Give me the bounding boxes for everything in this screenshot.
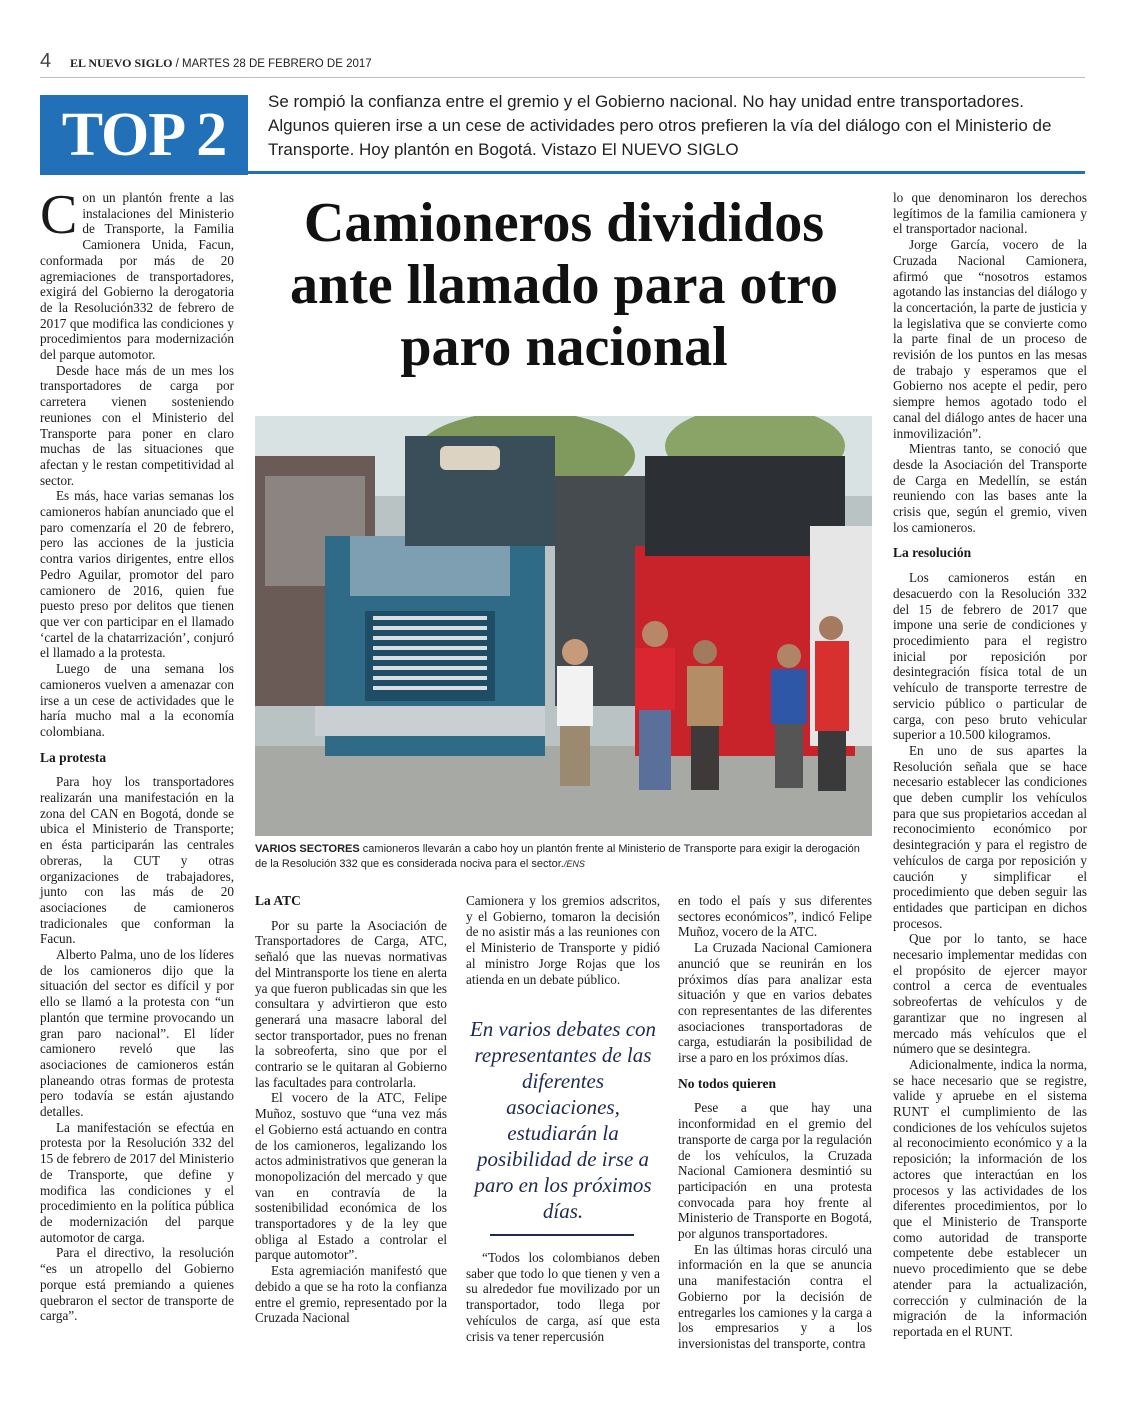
paragraph: Luego de una semana los camioneros vuelven a amenazar con irse a un cese de actividades que le haría mucho mal a la economía colombiana. xyxy=(40,661,234,739)
paragraph: Pese a que hay una inconformidad en el gremio del transporte de carga por la regulación de los vehículos, la Cruzada Nacional Camionera desmintió su participación en una protesta convocada para hoy frente al Ministerio de Transporte en Bogotá, por algunos transportadores. xyxy=(678,1100,872,1242)
page-header xyxy=(40,50,1085,78)
trucks-photo xyxy=(255,416,872,836)
paragraph: “Todos los colombianos deben saber que todo lo que tienen y ven a su alrededor fue movilizado por un transportador, todo llega por vehículos de carga, así que esta crisis va tener repercusión xyxy=(466,1250,660,1344)
paragraph: La Cruzada Nacional Camionera anunció que se reunirán en los próximos días para analizar esta situación y que en varios debates con representantes de las diferentes asociaciones transportadoras de carga, estudiarán la posibilidad de irse a paro en los próximos días. xyxy=(678,940,872,1066)
top-badge: TOP 2 xyxy=(40,95,248,175)
article-column-2 xyxy=(255,893,447,1326)
folio-line xyxy=(70,56,372,71)
paragraph: Mientras tanto, se conoció que desde la Asociación del Transporte de Carga en Medellín, se están reuniendo con las bases ante la crisis que, según el gremio, viven los camioneros. xyxy=(893,441,1087,535)
paragraph: Desde hace más de un mes los transportadores de carga por carretera vienen sosteniendo reuniones con el Ministerio del Transporte para poner en claro muchas de las situaciones que afectan y le restan competitividad al sector. xyxy=(40,362,234,488)
paragraph: Adicionalmente, indica la norma, se hace necesario que se registre, valide y apruebe en el sistema RUNT el cumplimiento de las condiciones de los vehículos sujetos al reconocimiento económico y a la reposición; la información de los actores que interactúan en los procesos y las actividades de los diferentes procedimientos, por lo que el Ministerio de Transporte como autoridad de transporte competente debe establecer un nuevo procedimiento que se debe atender para la actualización, corrección y culminación de la migración de la información reportada en el RUNT. xyxy=(893,1056,1087,1339)
paragraph: Jorge García, vocero de la Cruzada Nacional Camionera, afirmó que “nosotros estamos agotando las instancias del diálogo y la concertación, la parte de justicia y la legislativa que se convierte como la parte final de un proceso de revisión de los puntos en las mesas de trabajo y esperamos que el Gobierno nos acepte el pedir, pero siempre hemos agotado todo el canal del diálogo antes de hacer una inmovilización”. xyxy=(893,237,1087,441)
paper-name: EL NUEVO SIGLO xyxy=(70,56,173,70)
subheading: La ATC xyxy=(255,893,301,908)
paragraph: El vocero de la ATC, Felipe Muñoz, sostuvo que “una vez más el Gobierno está actuando en contra de los camioneros, legalizando los actos administrativos que generan la monopolización del mercado y que van en contravía de la sostenibilidad económica de los transportadores y de la ley que obliga al Estado a controlar el parque automotor”. xyxy=(255,1090,447,1263)
paragraph: En las últimas horas circuló una información en la que se anuncia una manifestación contra el Gobierno por la decisión de entregarles los camiones y la carga a los empresarios y a los inversionistas del transporte, contra xyxy=(678,1241,872,1351)
page-number: 4 xyxy=(40,50,52,72)
subheading: La protesta xyxy=(40,749,107,765)
lead-paragraph xyxy=(40,184,234,363)
article-column-3 xyxy=(466,893,660,987)
paragraph: Es más, hace varias semanas los camioneros habían anunciado que el paro comenzaría el 20 de febrero, pero las acciones de la justicia contra varios dirigentes, entre ellos Pedro Aguilar, promotor del paro camionero de 2016, quien fue puesto preso por delitos que tienen que ver con participar en el llamado ‘cartel de la chatarrización’, conjuró el llamado a la protesta. xyxy=(40,488,234,661)
article-column-3-continued xyxy=(466,1250,660,1344)
paragraph: Los camioneros están en desacuerdo con la Resolución 332 del 15 de febrero de 2017 que impone una serie de condiciones y procedimiento para el registro inicial por reposición por desintegración física total de un vehículo de transporte terrestre de servicio público o particular de carga, con peso bruto vehicular superior a 10.500 kilogramos. xyxy=(893,570,1087,743)
paragraph: Que por lo tanto, se hace necesario implementar medidas con el propósito de ejercer mayor control a cerca de eventuales sobreofertas de vehículos y de garantizar que no ingresen al mercado más vehículos que el número que se desintegra. xyxy=(893,931,1087,1057)
teaser-text: Se rompió la confianza entre el gremio y el Gobierno nacional. No hay unidad entre transportadores. Algunos quieren irse a un cese de actividades pero otros prefieren la vía del diálogo con el Ministerio de Transporte. Hoy plantón en Bogotá. Vistazo El NUEVO SIGLO xyxy=(268,92,1052,159)
caption-text: camioneros llevarán a cabo hoy un plantón frente al Ministerio de Transporte para exigir la derogación de la Resolución 332 que es considerada nociva para el sector. xyxy=(255,843,860,870)
issue-date: / MARTES 28 DE FEBRERO DE 2017 xyxy=(172,58,372,70)
trucks-photo-illustration xyxy=(255,416,872,836)
paragraph: Alberto Palma, uno de los líderes de los camioneros dijo que la situación del sector es difícil y por ello se llamó a la protesta con “un plantón que termine provocando un gran paro nacional”. El líder camionero reveló que las asociaciones de camioneros están planeando otras formas de protesta pero todavía se están ajustando detalles. xyxy=(40,947,234,1120)
pull-quote: En varios debates con representantes de las diferentes asociaciones, estudiarán la posibilidad de irse a paro en los próximos días. xyxy=(469,1017,657,1223)
paragraph: Para el directivo, la resolución “es un atropello del Gobierno porque está premiando a quienes quebraron el sector de transporte de carga”. xyxy=(40,1245,234,1324)
photo-credit: /ENS xyxy=(563,859,585,869)
paragraph: en todo el país y sus diferentes sectores económicos”, indicó Felipe Muñoz, vocero de la ATC. xyxy=(678,893,872,940)
subheading: La resolución xyxy=(893,545,972,561)
section-rule xyxy=(248,171,1085,174)
subheading: No todos quieren xyxy=(678,1075,777,1091)
photo-caption xyxy=(255,842,872,872)
headline: Camioneros divididos ante llamado para otro paro nacional xyxy=(289,192,839,378)
paragraph: Por su parte la Asociación de Transportadores de Carga, ATC, señaló que las nuevas normativas del Mintransporte los tiene en alerta ya que fueron publicadas sin que les consultara y advirtieron que esto generará una masacre laboral del sector transportador, pues no frenan la sobreoferta, sino que por el contrario se le quitaran al Gobierno las facultades para controlarla. xyxy=(255,917,447,1090)
article-column-1 xyxy=(40,184,234,1324)
paragraph: lo que denominaron los derechos legítimos de la familia camionera y el transportador nacional. xyxy=(893,190,1087,237)
paragraph: La manifestación se efectúa en protesta por la Resolución 332 del 15 de febrero de 2017 del Ministerio de Transporte, que define y modifica las condiciones y el procedimiento en la política pública de modernización del parque automotor de carga. xyxy=(40,1119,234,1245)
paragraph: En uno de sus apartes la Resolución señala que se hace necesario establecer las condiciones que deben cumplir los vehículos para que sus propietarios accedan al reconocimiento económico por desintegración y para el registro de vehículos de carga por reposición y caución y simplificar el procedimiento que deben seguir las entidades que participan en dichos procesos. xyxy=(893,742,1087,931)
paragraph-text: on un plantón frente a las instalaciones del Ministerio de Transporte, la Familia Camionera Unida, Facun, conformada por más de 20 agremiaciones de transportadores, exigirá del Gobierno la derogatoria de la Resolución332 de febrero de 2017 que modifica las condiciones y procedimientos para modernización del parque automotor. xyxy=(40,190,234,363)
drop-cap: C xyxy=(40,184,78,246)
caption-lead: VARIOS SECTORES xyxy=(255,843,360,855)
pull-quote-rule xyxy=(490,1234,634,1236)
paragraph: Camionera y los gremios adscritos, y el Gobierno, tomaron la decisión de no asistir más a las reuniones con el Ministerio de Transporte y pidió al ministro Jorge Rojas que los atienda en un debate público. xyxy=(466,893,660,987)
article-column-4 xyxy=(678,893,872,1352)
paragraph: Esta agremiación manifestó que debido a que se ha roto la confianza entre el gremio, representado por la Cruzada Nacional xyxy=(255,1263,447,1326)
article-column-5 xyxy=(893,190,1087,1340)
paragraph: Para hoy los transportadores realizarán una manifestación en la zona del CAN en Bogotá, donde se ubica el Ministerio de Transporte; en ésta participarán las centrales obreras, la CUT y otras organizaciones de trabajadores, junto con las más de 20 asociaciones de camioneros tradicionales que conforman la Facun. xyxy=(40,774,234,947)
